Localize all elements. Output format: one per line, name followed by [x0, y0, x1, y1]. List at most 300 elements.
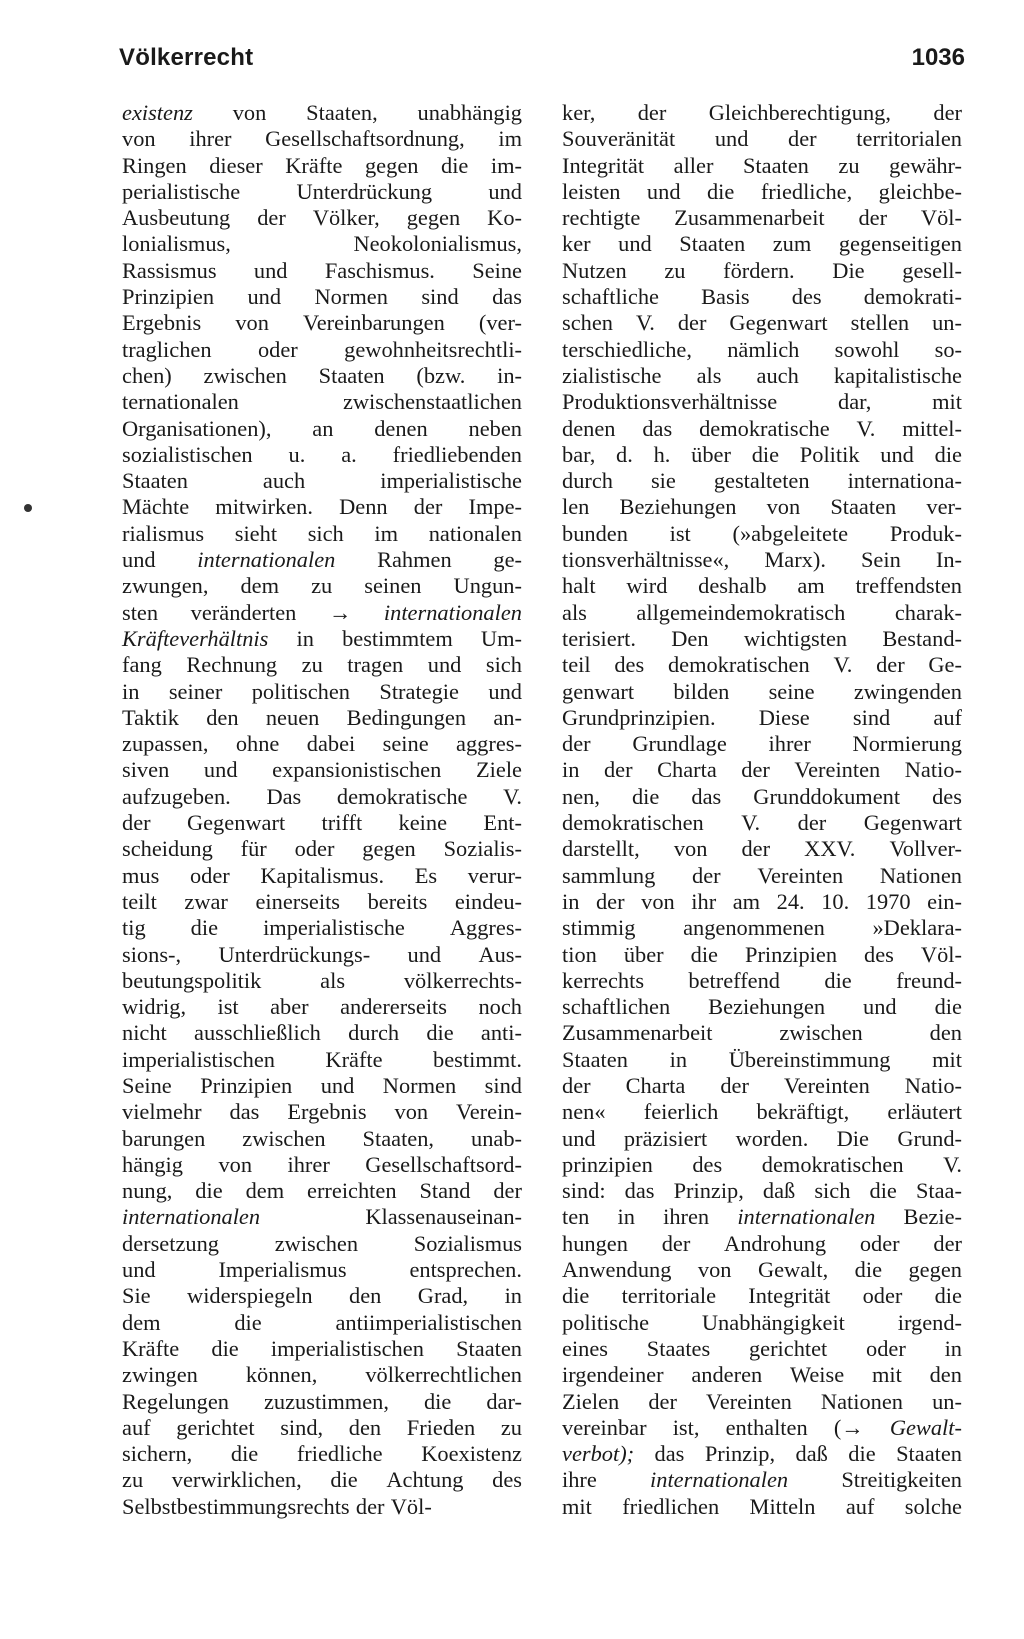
word: irgendeiner [562, 1362, 664, 1388]
running-header [119, 40, 965, 80]
word: zu [664, 257, 686, 283]
word: Streitigkeiten [841, 1467, 962, 1493]
text-line [122, 1467, 522, 1493]
word: seinen [364, 573, 422, 599]
word: Rahmen [377, 547, 452, 573]
word: von [235, 310, 269, 336]
text-line [122, 1389, 522, 1415]
word: Vereinbarungen [303, 310, 445, 336]
word: von [673, 836, 708, 862]
word: der [692, 862, 721, 888]
text-line [562, 153, 962, 179]
word: Seine [122, 1072, 172, 1098]
word: Ent- [483, 810, 522, 836]
word: »Deklara- [872, 915, 962, 941]
word: die [330, 1467, 358, 1493]
word: ihrer [287, 1151, 330, 1177]
word: Beziehungen [708, 994, 826, 1020]
text-line [562, 1099, 962, 1125]
word: tragen [347, 652, 404, 678]
word: Staaten [122, 468, 188, 494]
word: die [934, 1283, 962, 1309]
text-line [562, 1415, 962, 1441]
text-line [562, 1441, 962, 1467]
text-line [562, 942, 962, 968]
word: Grund- [897, 1125, 962, 1151]
word: und [880, 441, 914, 467]
word: Politik [799, 441, 860, 467]
word: oder [866, 1335, 906, 1361]
text-line [562, 705, 962, 731]
word: tion [562, 941, 597, 967]
word: schen [562, 310, 613, 336]
word: bilden [673, 678, 730, 704]
word: der [562, 1072, 591, 1098]
text-line [562, 389, 962, 415]
text-line [562, 573, 962, 599]
word: in [944, 1335, 962, 1361]
text-line [562, 284, 962, 310]
word: internationalen [122, 1204, 261, 1230]
word: halt [562, 573, 596, 599]
word: hängig [122, 1151, 183, 1177]
word: des [932, 783, 962, 809]
word: über [691, 441, 731, 467]
word: terschiedliche, [562, 336, 692, 362]
word: und [618, 231, 652, 257]
word: sowohl [834, 336, 900, 362]
text-line [562, 521, 962, 547]
text-line [562, 363, 962, 389]
text-line [562, 1362, 962, 1388]
word: als [696, 362, 722, 388]
word: Vereinten [706, 1388, 792, 1414]
word: Strategie [379, 678, 459, 704]
word: andererseits [340, 994, 447, 1020]
word: Verein- [456, 1099, 522, 1125]
word: das [624, 1178, 655, 1204]
word: Unabhängigkeit [701, 1309, 845, 1335]
word: der [648, 1388, 677, 1414]
word: der [797, 810, 827, 836]
word: beutungspolitik [122, 967, 262, 993]
word: seine [382, 731, 429, 757]
text-line [562, 1020, 962, 1046]
word: bereits [367, 888, 428, 914]
word: Ausbeutung [122, 205, 231, 231]
word: den [929, 1020, 962, 1046]
word: sammlung [562, 862, 656, 888]
text-line [122, 1099, 522, 1125]
word: denen [374, 415, 428, 441]
word: dem [245, 1178, 285, 1204]
text-line [562, 416, 962, 442]
word: ver- [926, 494, 962, 520]
word: solche [904, 1493, 962, 1519]
word: Beziehungen [619, 494, 737, 520]
word: der [637, 100, 667, 125]
word: Kräfte [285, 152, 343, 178]
word: rialismus [122, 520, 205, 546]
text-line [562, 810, 962, 836]
text-line [122, 626, 522, 652]
word: internationa- [847, 468, 962, 494]
word: oder [189, 862, 230, 888]
text-line [122, 468, 522, 494]
word: leisten [562, 178, 621, 204]
text-line [122, 547, 522, 573]
word: das [492, 284, 522, 310]
word: demokratischen [667, 652, 810, 678]
word: und [714, 126, 749, 152]
word: in [562, 757, 580, 783]
text-line [122, 363, 522, 389]
text-line [122, 1126, 522, 1152]
word: auf [933, 704, 962, 730]
word: dar- [486, 1388, 522, 1414]
word: nung, [122, 1178, 173, 1204]
word: angenommenen [683, 915, 825, 941]
word: sind [421, 284, 459, 310]
word: Androhung [724, 1230, 827, 1256]
word: präzisiert [623, 1125, 708, 1151]
word: Ziele [475, 757, 522, 783]
text-line [562, 600, 962, 626]
word: bekräftigt, [756, 1099, 850, 1125]
word: friedliche [296, 1441, 383, 1467]
text-line [562, 1047, 962, 1073]
word: die [195, 1178, 223, 1204]
text-line [562, 784, 962, 810]
word: verur- [467, 862, 522, 888]
word: von [641, 888, 675, 914]
word: imperialistischen [270, 1335, 424, 1361]
word: dersetzung [122, 1230, 219, 1256]
word: demokratische [699, 415, 830, 441]
word: ist [217, 994, 239, 1020]
word: demokrati- [863, 284, 962, 310]
word: Gegenwart [863, 810, 962, 836]
word: die [751, 441, 780, 467]
text-line [562, 1178, 962, 1204]
word: teilt [122, 888, 157, 914]
word: internationalen [737, 1204, 876, 1230]
word: das [691, 783, 722, 809]
word: aggres- [456, 731, 522, 757]
text-line [122, 337, 522, 363]
word: oder [257, 336, 298, 362]
word: friedliche, [760, 178, 853, 204]
word: Gegenwart [729, 310, 828, 336]
word: zuzustimmen, [263, 1388, 389, 1414]
text-line [122, 1441, 522, 1467]
word: Souveränität [562, 126, 676, 152]
word: Aus- [478, 941, 522, 967]
word: eindeu- [454, 888, 522, 914]
word: u. [288, 441, 306, 467]
word: Anwendung [562, 1257, 672, 1283]
word: Grundprinzipien. [562, 704, 716, 730]
word: gerichtet [176, 1414, 255, 1440]
text-line [562, 547, 962, 573]
word: Achtung [386, 1467, 464, 1493]
word: von [697, 1257, 732, 1283]
word: der [413, 494, 443, 520]
word: Weise [790, 1362, 845, 1388]
word: Vollver- [889, 836, 962, 862]
word: ge- [493, 547, 522, 573]
word: fördern. [723, 257, 795, 283]
word: und [203, 757, 238, 783]
text-line [122, 863, 522, 889]
word: friedlichen [622, 1493, 720, 1519]
word: Sie [122, 1283, 151, 1309]
word: In- [935, 547, 962, 573]
word: über [623, 941, 664, 967]
text-line [122, 600, 522, 626]
word: gegenseitigen [838, 231, 962, 257]
word: zwingen [122, 1362, 198, 1388]
word: Ergebnis [287, 1099, 367, 1125]
word: Staaten [679, 231, 746, 257]
word: kerrechts [562, 967, 645, 993]
word: eines [562, 1335, 609, 1361]
word: der [677, 310, 707, 336]
text-line [122, 126, 522, 152]
text-line [122, 1204, 522, 1230]
word: das [654, 1441, 685, 1467]
word: Marx). [764, 547, 826, 573]
text-line [562, 100, 962, 126]
word: anderen [691, 1362, 763, 1388]
text-line [562, 179, 962, 205]
word: gerichtet [748, 1335, 828, 1361]
word: des [614, 652, 645, 678]
text-line [562, 652, 962, 678]
word: Taktik [122, 704, 179, 730]
word: Kräfte [122, 1335, 180, 1361]
word: internationalen [383, 599, 522, 625]
word: Produk- [889, 520, 962, 546]
word: Ungun- [453, 573, 522, 599]
word: bestimmt. [433, 1046, 522, 1072]
word: 1970 [865, 888, 911, 914]
text-line [122, 731, 522, 757]
word: auf [122, 1414, 151, 1440]
word: V. [833, 652, 853, 678]
word: neuen [265, 704, 320, 730]
word: von [232, 100, 267, 125]
word: Staaten, [362, 1125, 435, 1151]
word: im [374, 520, 399, 546]
word: unab- [471, 1125, 522, 1151]
text-line [562, 258, 962, 284]
word: Organisationen), [122, 415, 272, 441]
word: 10. [821, 888, 850, 914]
word: nationalen [428, 520, 522, 546]
word: der [603, 757, 633, 783]
word: nen, [562, 783, 600, 809]
text-line [122, 153, 522, 179]
word: die [869, 1178, 897, 1204]
word: ternationalen [122, 389, 239, 415]
word: die [848, 1441, 876, 1467]
word: die [854, 1257, 883, 1283]
word: Prinzipien [745, 941, 838, 967]
word: Völ- [920, 941, 962, 967]
word: Völ- [920, 205, 962, 231]
word: V. [741, 810, 761, 836]
word: Natio- [904, 1072, 962, 1098]
word: durch [348, 1020, 400, 1046]
word: des [492, 1467, 522, 1493]
word: Die [836, 1125, 869, 1151]
text-line [122, 258, 522, 284]
word: an [312, 415, 334, 441]
word: in [122, 678, 140, 704]
text-line [562, 994, 962, 1020]
word: einerseits [255, 888, 341, 914]
word: internationalen [650, 1467, 789, 1493]
word: internationalen [197, 547, 336, 573]
word: ein- [927, 888, 962, 914]
word: lonialismus, [122, 231, 231, 257]
text-line [122, 416, 522, 442]
word: seine [768, 678, 815, 704]
word: von [122, 126, 156, 152]
word: bestimmtem [342, 625, 453, 651]
text-line [122, 179, 522, 205]
word: Rechnung [186, 652, 278, 678]
word: sind [852, 704, 891, 730]
word: imperialistische [263, 915, 405, 941]
text-line [122, 521, 522, 547]
word: gegen [364, 152, 419, 178]
word: Übereinstimmung [728, 1046, 891, 1072]
word: in [504, 1283, 522, 1309]
word: die [631, 783, 660, 809]
word: sind, [280, 1414, 324, 1440]
word: Kapitalismus. [260, 862, 385, 888]
text-line [562, 1204, 962, 1230]
word: denen [562, 415, 616, 441]
word: sind [484, 1072, 522, 1098]
word: Mächte [122, 494, 190, 520]
word: Kräfteverhältnis [122, 625, 269, 651]
word: aufzugeben. [122, 783, 231, 809]
word: zupassen, [122, 731, 209, 757]
text-line [122, 652, 522, 678]
word: als [562, 599, 587, 625]
word: Neokolonialismus, [353, 231, 522, 257]
word: Das [266, 783, 302, 809]
word: zialistische [562, 362, 662, 388]
word: barungen [122, 1125, 206, 1151]
word: sozialistischen [122, 441, 253, 467]
word: zwischen [203, 362, 287, 388]
word: den [929, 1362, 962, 1388]
word: demokratischen [761, 1151, 904, 1177]
word: worden. [735, 1125, 809, 1151]
word: und [407, 941, 442, 967]
word: Ringen [122, 152, 187, 178]
word: der [788, 126, 817, 152]
word: len [562, 494, 590, 520]
text-line [562, 494, 962, 520]
word: gegen [406, 205, 461, 231]
word: der [933, 100, 962, 125]
word: V. [503, 783, 522, 809]
word: Den [671, 625, 709, 651]
word: imperialistischen [122, 1046, 275, 1072]
word: charak- [894, 599, 962, 625]
word: und [488, 678, 522, 704]
word: völkerrechts- [403, 967, 522, 993]
word: schaftliche [562, 284, 659, 310]
word: Staaten [896, 1441, 962, 1467]
text-line [122, 889, 522, 915]
word: der [661, 1230, 691, 1256]
word: genwart [562, 678, 635, 704]
word: für [240, 836, 267, 862]
word: Charta [625, 1072, 686, 1098]
word: und [122, 1257, 156, 1283]
word: Nationen [879, 862, 962, 888]
text-line [122, 573, 522, 599]
word: als [320, 967, 346, 993]
word: gewohnheitsrechtli- [344, 336, 522, 362]
text-line [122, 1283, 522, 1309]
word: darstellt, [562, 836, 640, 862]
word: in- [497, 362, 522, 388]
word: wichtigsten [743, 625, 848, 651]
word: chen) [122, 362, 172, 388]
text-column-left [122, 100, 522, 1520]
word: (ver- [478, 310, 522, 336]
word: → [328, 599, 352, 625]
text-line [122, 389, 522, 415]
word: Produktionsverhältnisse [562, 389, 778, 415]
word: daß [762, 1178, 796, 1204]
word: unabhängig [417, 100, 522, 125]
text-line [122, 1047, 522, 1073]
word: aber [270, 994, 309, 1020]
word: expansionistischen [272, 757, 442, 783]
word: ihr [691, 888, 717, 914]
text-line [562, 231, 962, 257]
text-line [562, 442, 962, 468]
word: der [562, 731, 591, 757]
word: Grundlage [632, 731, 727, 757]
word: Staates [646, 1335, 711, 1361]
word: V. [856, 415, 876, 441]
word: Integrität [748, 1283, 831, 1309]
word: des [864, 941, 894, 967]
text-line [562, 731, 962, 757]
word: zwischen [242, 1125, 326, 1151]
word: sieht [234, 520, 278, 546]
word: Imperialismus [218, 1257, 347, 1283]
word: sten [122, 599, 159, 625]
word: Rassismus [122, 257, 217, 283]
word: deshalb [698, 573, 767, 599]
word: traglichen [122, 336, 212, 362]
word: von [766, 494, 801, 520]
text-line [122, 442, 522, 468]
word: zu [311, 573, 333, 599]
text-line [122, 310, 522, 336]
word: ker [562, 231, 591, 257]
